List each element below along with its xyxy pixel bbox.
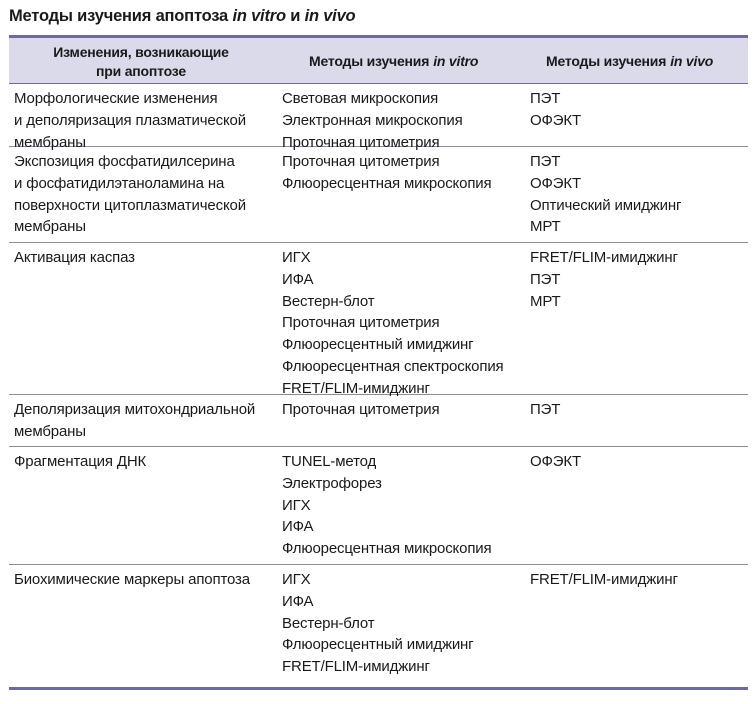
cell-in-vitro <box>273 395 521 446</box>
cell-line: ОФЭКТ <box>530 111 582 129</box>
cell-in-vitro <box>273 565 521 687</box>
table-body <box>9 84 748 687</box>
cell-line: FRET/FLIM-имиджинг <box>530 571 678 588</box>
cell-line: ПЭТ <box>530 270 561 288</box>
header-changes: Изменения, возникающие при апоптозе <box>53 43 229 79</box>
cell-in-vitro <box>273 447 521 564</box>
cell-line: TUNEL-метод <box>282 453 377 470</box>
cell-line: FRET/FLIM-имиджинг <box>282 658 430 676</box>
cell-line: ОФЭКТ <box>530 174 582 192</box>
cell-in-vivo <box>521 395 748 446</box>
cell-line: Проточная цитометрия <box>282 153 440 170</box>
cell-line: Вестерн-блот <box>282 614 375 632</box>
cell-line: ПЭТ <box>530 90 561 107</box>
cell-line: Вестерн-блот <box>282 292 375 310</box>
cell-line: Активация каспаз <box>14 249 135 266</box>
cell-line: ИГХ <box>282 249 311 266</box>
cell-line: МРТ <box>530 292 561 310</box>
cell-line: поверхности цитоплазматической <box>14 196 246 214</box>
cell-line: мембраны <box>14 422 86 440</box>
cell-line: Флюоресцентная спектроскопия <box>282 357 504 375</box>
cell-line: ИГХ <box>282 571 311 588</box>
cell-line: Электронная микроскопия <box>282 111 463 129</box>
cell-line: Флюоресцентная микроскопия <box>282 540 492 558</box>
table-row <box>9 84 748 151</box>
cell-line: мембраны <box>14 218 86 236</box>
cell-line: ПЭТ <box>530 401 561 418</box>
cell-line: ИГХ <box>282 496 311 514</box>
cell-line: Морфологические изменения <box>14 90 218 107</box>
cell-line: Экспозиция фосфатидилсерина <box>14 153 235 170</box>
page-title: Методы изучения апоптоза in vitro и in vivo <box>9 7 356 25</box>
cell-in-vitro <box>273 84 521 151</box>
cell-in-vivo <box>521 243 748 394</box>
cell-line: Фрагментация ДНК <box>14 453 147 470</box>
table-row <box>9 147 748 243</box>
cell-line: Флюоресцентный имиджинг <box>282 336 474 354</box>
cell-change <box>9 147 273 242</box>
cell-line: Световая микроскопия <box>282 90 439 107</box>
cell-line: Оптический имиджинг <box>530 196 682 214</box>
cell-line: FRET/FLIM-имиджинг <box>530 249 678 266</box>
table-row <box>9 565 748 687</box>
cell-line: МРТ <box>530 218 561 236</box>
cell-change <box>9 243 273 394</box>
cell-change <box>9 84 273 151</box>
cell-line: и деполяризация плазматической <box>14 111 246 129</box>
cell-in-vivo <box>521 147 748 242</box>
cell-line: ИФА <box>282 518 314 536</box>
cell-line: FRET/FLIM-имиджинг <box>282 379 430 397</box>
cell-line: Проточная цитометрия <box>282 314 440 332</box>
cell-line: Флюоресцентный имиджинг <box>282 636 474 654</box>
table-row <box>9 447 748 565</box>
cell-line: Проточная цитометрия <box>282 133 440 151</box>
cell-in-vivo <box>521 84 748 146</box>
table-row <box>9 395 748 447</box>
cell-line: ПЭТ <box>530 153 561 170</box>
cell-change <box>9 565 273 687</box>
cell-change <box>9 447 273 564</box>
apoptosis-methods-table <box>9 35 748 690</box>
header-in-vivo: Методы изучения in vivo <box>546 52 714 69</box>
cell-line: ИФА <box>282 270 314 288</box>
table-row <box>9 243 748 395</box>
cell-line: мембраны <box>14 133 86 151</box>
cell-in-vivo <box>521 565 748 687</box>
cell-in-vitro <box>273 147 521 242</box>
cell-in-vitro <box>273 243 521 397</box>
cell-change <box>9 395 273 446</box>
cell-line: и фосфатидилэтаноламина на <box>14 174 225 192</box>
table-header <box>9 35 748 84</box>
cell-line: ИФА <box>282 592 314 610</box>
cell-line: ОФЭКТ <box>530 453 582 470</box>
cell-line: Проточная цитометрия <box>282 401 440 418</box>
cell-line: Деполяризация митохондриальной <box>14 401 256 418</box>
header-in-vitro: Методы изучения in vitro <box>309 52 479 69</box>
cell-line: Флюоресцентная микроскопия <box>282 174 492 192</box>
cell-in-vivo <box>521 447 748 564</box>
cell-line: Электрофорез <box>282 474 382 492</box>
cell-line: Биохимические маркеры апоптоза <box>14 571 250 588</box>
